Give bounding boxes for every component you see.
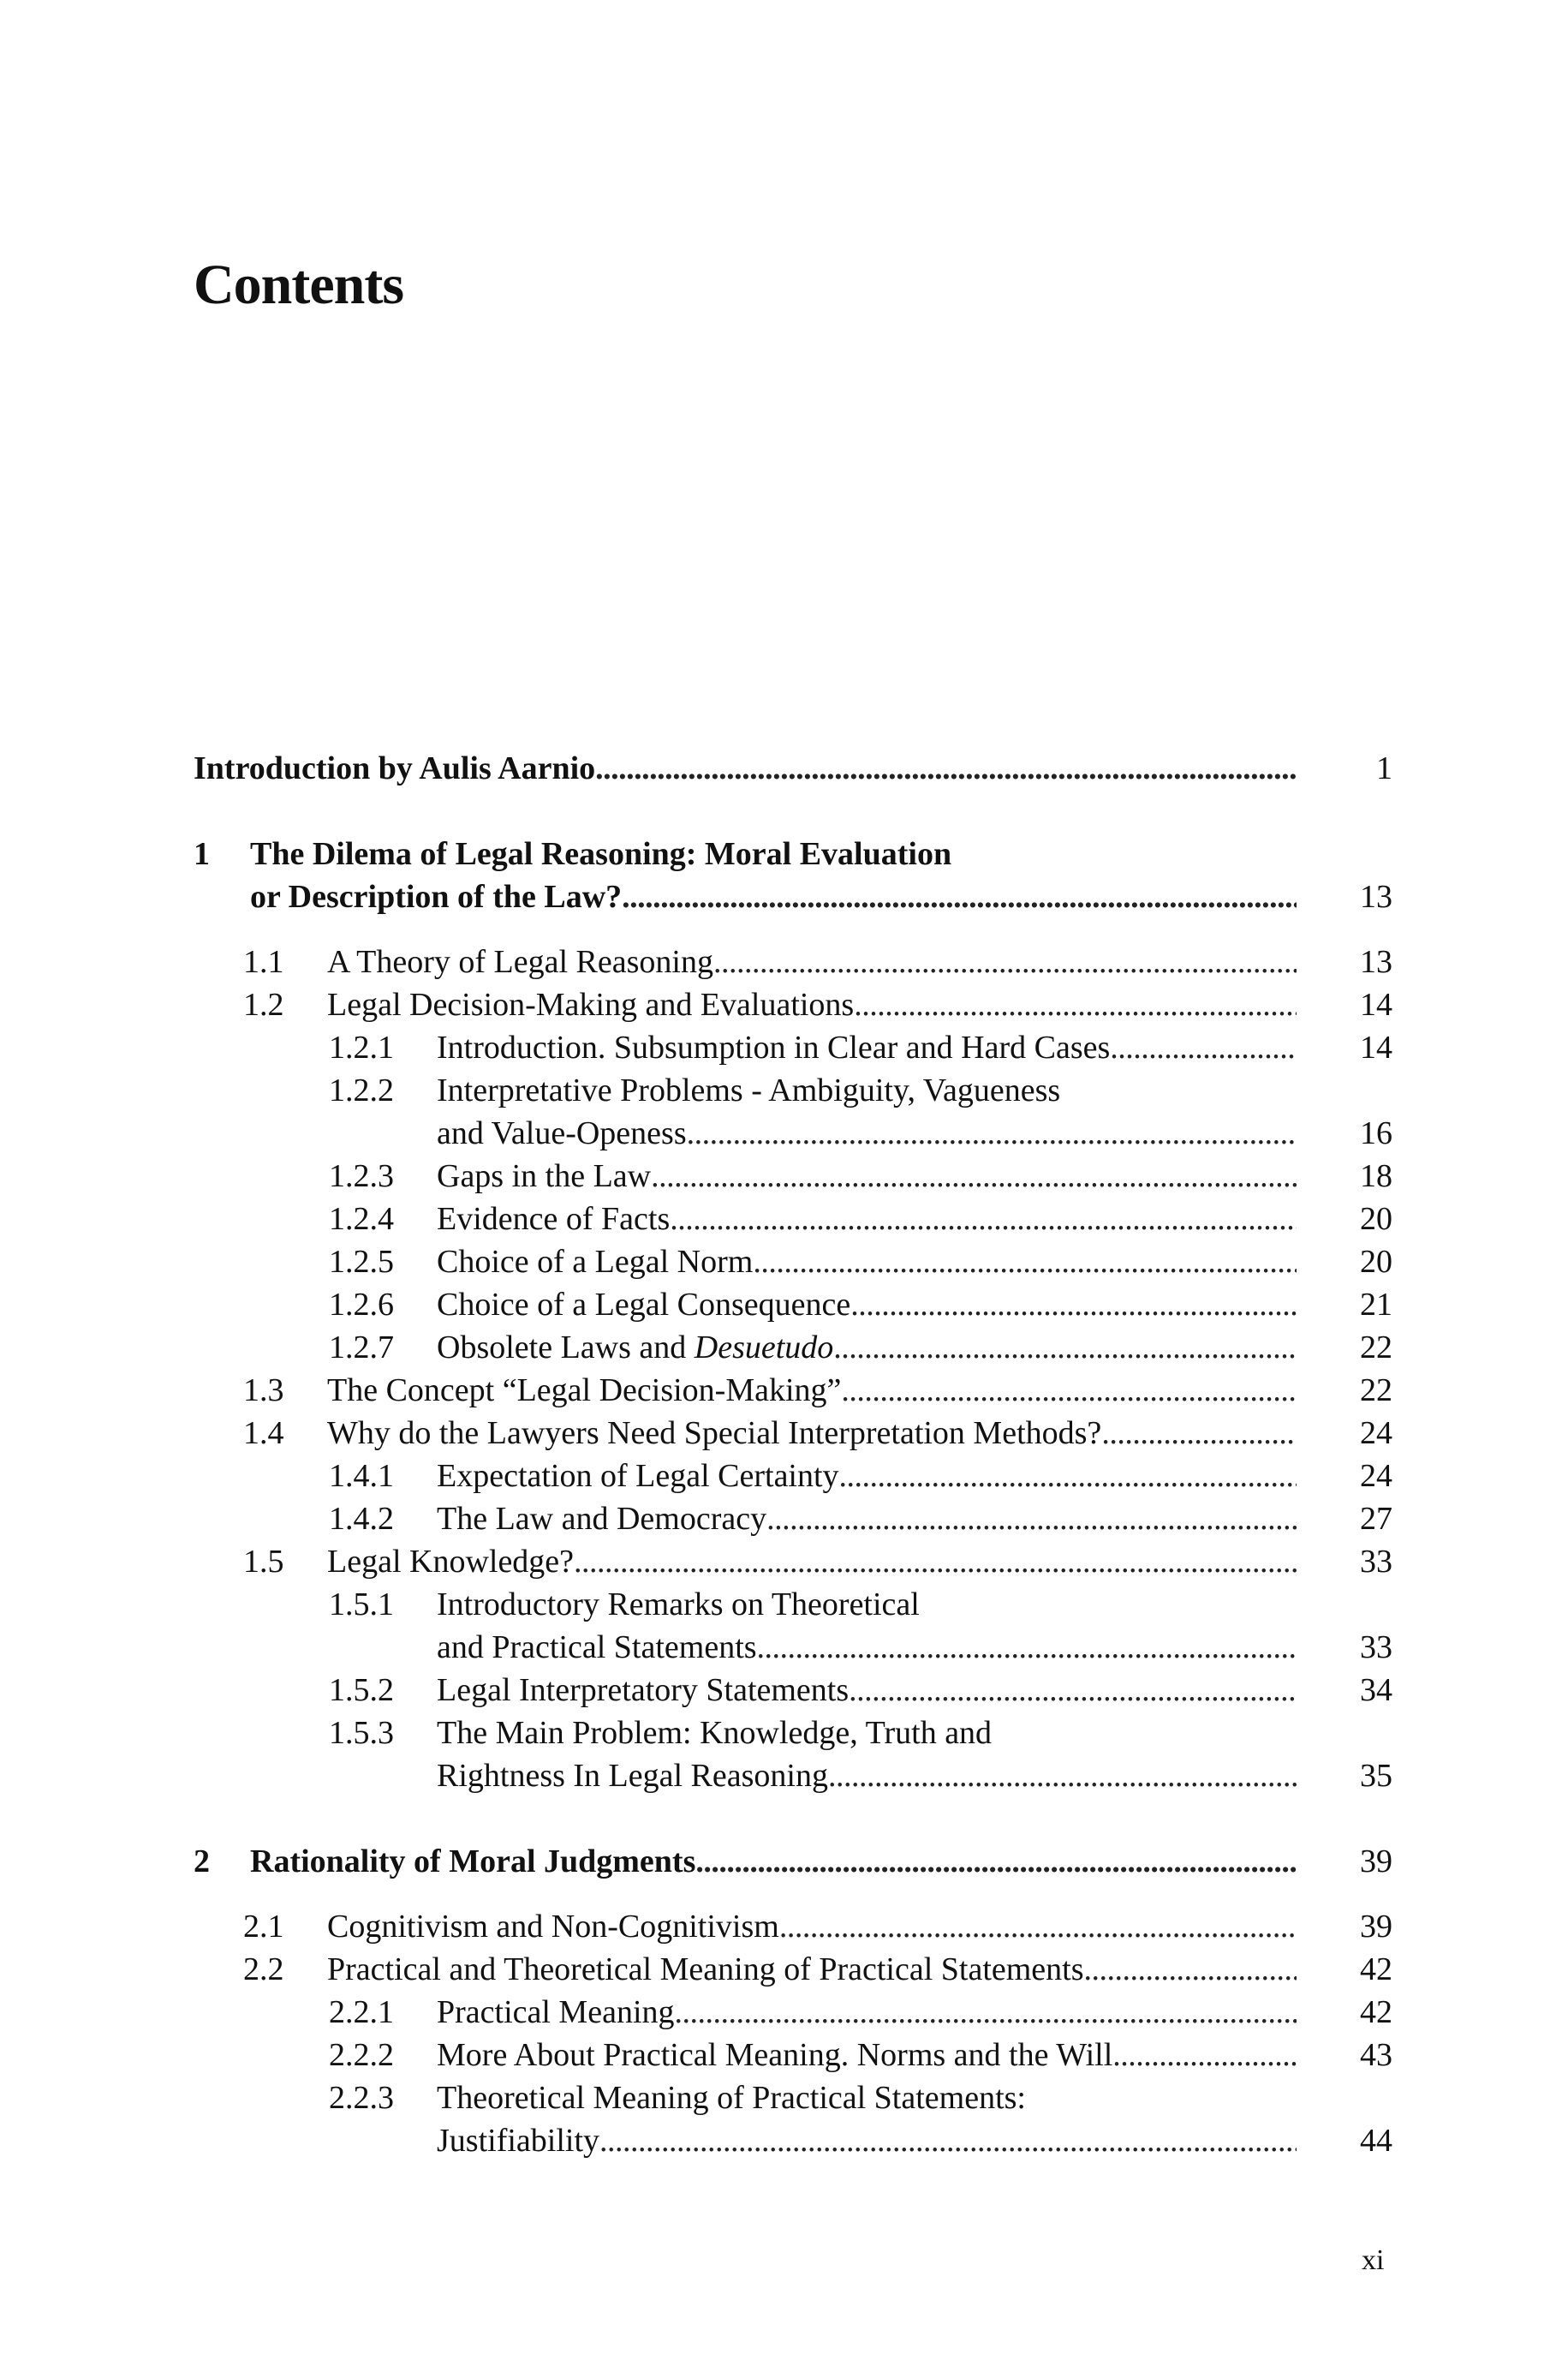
toc-entry-1-1[interactable]	[194, 941, 1392, 983]
toc-entry-1-2-5[interactable]	[194, 1240, 1392, 1283]
toc-label: Introduction by Aulis Aarnio	[194, 750, 596, 786]
toc-label: Choice of a Legal Norm	[437, 1244, 754, 1280]
toc-entry-1-5[interactable]	[194, 1540, 1392, 1583]
toc-label: Theoretical Meaning of Practical Statements:	[437, 2080, 1026, 2116]
dot-leader	[766, 1497, 1297, 1540]
table-of-contents	[194, 747, 1392, 2162]
toc-num: 2.2.2	[329, 2037, 394, 2073]
toc-page: 44	[1360, 2123, 1392, 2159]
toc-label: Legal Decision-Making and Evaluations	[327, 987, 855, 1023]
toc-num: 1.4.1	[329, 1458, 394, 1494]
toc-num: 1.4.2	[329, 1501, 394, 1537]
toc-page: 20	[1360, 1201, 1392, 1237]
toc-num: 1.2	[243, 987, 284, 1023]
toc-chapter-1-title[interactable]	[194, 833, 1392, 875]
toc-num: 1.4	[243, 1415, 284, 1451]
page-number: xi	[1362, 2244, 1385, 2276]
dot-leader	[1084, 1948, 1297, 1991]
toc-entry-2-2-1[interactable]	[194, 1991, 1392, 2034]
toc-label	[437, 1326, 833, 1369]
toc-page: 22	[1360, 1329, 1392, 1365]
dot-leader	[574, 1540, 1297, 1583]
toc-chapter-2[interactable]	[194, 1840, 1392, 1883]
toc-label: Practical Meaning	[437, 1994, 675, 2030]
dot-leader	[670, 1198, 1297, 1240]
dot-leader	[1110, 1026, 1297, 1069]
toc-num: 1.5.2	[329, 1672, 394, 1708]
toc-page: 34	[1360, 1672, 1392, 1708]
toc-entry-1-2-3[interactable]	[194, 1155, 1392, 1198]
toc-entry-2-2[interactable]	[194, 1948, 1392, 1991]
toc-label: Introductory Remarks on Theoretical	[437, 1586, 920, 1622]
toc-entry-1-2-4[interactable]	[194, 1198, 1392, 1240]
toc-page: 20	[1360, 1244, 1392, 1280]
toc-page: 35	[1360, 1758, 1392, 1794]
toc-label: Practical and Theoretical Meaning of Practical Statements	[327, 1951, 1084, 1987]
dot-leader	[854, 983, 1297, 1026]
dot-leader	[833, 1326, 1297, 1369]
toc-num: 1.5.3	[329, 1715, 394, 1751]
toc-num: 1.2.6	[329, 1287, 394, 1323]
toc-num: 1.2.3	[329, 1158, 394, 1194]
toc-page: 42	[1360, 1994, 1392, 2030]
dot-leader	[850, 1283, 1297, 1326]
toc-page: 33	[1360, 1629, 1392, 1665]
toc-label: Legal Interpretatory Statements	[437, 1672, 850, 1708]
toc-page: 27	[1360, 1501, 1392, 1537]
toc-label: Gaps in the Law	[437, 1158, 652, 1194]
toc-num: 2.2.1	[329, 1994, 394, 2030]
toc-page: 42	[1360, 1951, 1392, 1987]
toc-num: 1.5.1	[329, 1586, 394, 1622]
toc-entry-2-2-3[interactable]	[194, 2119, 1392, 2162]
toc-entry-1-2-2[interactable]	[194, 1112, 1392, 1155]
dot-leader	[753, 1240, 1297, 1283]
dot-leader	[687, 1112, 1297, 1155]
toc-entry-1-4-1[interactable]	[194, 1455, 1392, 1497]
toc-label: The Main Problem: Knowledge, Truth and	[437, 1715, 993, 1751]
dot-leader	[595, 747, 1297, 790]
toc-page: 43	[1360, 2037, 1392, 2073]
dot-leader	[651, 1155, 1297, 1198]
toc-num: 1.3	[243, 1372, 284, 1408]
dot-leader	[828, 1754, 1297, 1797]
dot-leader	[757, 1626, 1297, 1669]
toc-num: 1.5	[243, 1544, 284, 1580]
toc-label: Rightness In Legal Reasoning	[437, 1758, 828, 1794]
toc-num: 1.2.1	[329, 1030, 394, 1066]
toc-num: 1.2.2	[329, 1072, 394, 1108]
toc-label: A Theory of Legal Reasoning	[327, 944, 713, 980]
page-title: Contents	[194, 254, 404, 316]
toc-label: and Practical Statements	[437, 1629, 757, 1665]
toc-num: 1.2.7	[329, 1329, 394, 1365]
dot-leader	[841, 1369, 1297, 1412]
toc-page: 24	[1360, 1458, 1392, 1494]
toc-page: 1	[1376, 750, 1392, 786]
toc-label: Justifiability	[437, 2123, 599, 2159]
toc-page: 16	[1360, 1115, 1392, 1151]
toc-entry-1-2-7[interactable]	[194, 1326, 1392, 1369]
toc-label: The Concept “Legal Decision-Making”	[327, 1372, 842, 1408]
toc-entry-1-4-2[interactable]	[194, 1497, 1392, 1540]
toc-num: 1	[194, 836, 210, 872]
dot-leader	[779, 1905, 1297, 1948]
toc-label: or Description of the Law?	[250, 879, 623, 915]
dot-leader	[849, 1669, 1297, 1712]
toc-page: 33	[1360, 1544, 1392, 1580]
toc-page: 13	[1360, 944, 1392, 980]
toc-page: 39	[1360, 1843, 1392, 1879]
toc-entry-1-2-1[interactable]	[194, 1026, 1392, 1069]
toc-page: 22	[1360, 1372, 1392, 1408]
toc-page: 13	[1360, 879, 1392, 915]
toc-label: Expectation of Legal Certainty	[437, 1458, 839, 1494]
toc-num: 2	[194, 1843, 210, 1879]
toc-label: and Value-Openess	[437, 1115, 687, 1151]
toc-entry-1-2[interactable]	[194, 983, 1392, 1026]
toc-page: 14	[1360, 987, 1392, 1023]
toc-entry-1-5-3[interactable]	[194, 1754, 1392, 1797]
toc-label: Evidence of Facts	[437, 1201, 671, 1237]
toc-num: 1.2.4	[329, 1201, 394, 1237]
toc-entry-introduction[interactable]	[194, 747, 1392, 790]
toc-page: 39	[1360, 1909, 1392, 1945]
toc-label: The Law and Democracy	[437, 1501, 767, 1537]
toc-label: Legal Knowledge?	[327, 1544, 575, 1580]
toc-label: The Dilema of Legal Reasoning: Moral Evaluation	[250, 836, 952, 872]
toc-entry-1-5-2[interactable]	[194, 1669, 1392, 1712]
dot-leader	[713, 941, 1297, 983]
toc-chapter-1[interactable]	[194, 875, 1392, 918]
toc-entry-1-3[interactable]	[194, 1369, 1392, 1412]
toc-entry-1-5-3-title[interactable]	[194, 1712, 1392, 1754]
toc-page: 24	[1360, 1415, 1392, 1451]
toc-entry-1-2-6[interactable]	[194, 1283, 1392, 1326]
dot-leader	[1101, 1412, 1297, 1455]
toc-label: Choice of a Legal Consequence	[437, 1287, 851, 1323]
toc-entry-2-1[interactable]	[194, 1905, 1392, 1948]
toc-entry-2-2-3-title[interactable]	[194, 2076, 1392, 2119]
toc-page: 14	[1360, 1030, 1392, 1066]
toc-num: 2.2.3	[329, 2080, 394, 2116]
toc-entry-1-4[interactable]	[194, 1412, 1392, 1455]
dot-leader	[599, 2119, 1297, 2162]
dot-leader	[695, 1840, 1297, 1883]
toc-label: Introduction. Subsumption in Clear and Hard Cases	[437, 1030, 1111, 1066]
toc-entry-1-2-2-title[interactable]	[194, 1069, 1392, 1112]
dot-leader	[839, 1455, 1297, 1497]
toc-label: Cognitivism and Non-Cognitivism	[327, 1909, 779, 1945]
toc-label: Why do the Lawyers Need Special Interpretation Methods?	[327, 1415, 1102, 1451]
dot-leader	[675, 1991, 1297, 2034]
toc-num: 1.2.5	[329, 1244, 394, 1280]
toc-num: 2.1	[243, 1909, 284, 1945]
toc-entry-1-5-1[interactable]	[194, 1626, 1392, 1669]
dot-leader	[1112, 2034, 1297, 2076]
toc-label: Rationality of Moral Judgments	[250, 1843, 696, 1879]
toc-label-emphasis: Desuetudo	[694, 1329, 834, 1365]
toc-page: 21	[1360, 1287, 1392, 1323]
toc-label-text: Obsolete Laws and	[437, 1329, 695, 1365]
toc-num: 1.1	[243, 944, 284, 980]
toc-num: 2.2	[243, 1951, 284, 1987]
toc-page: 18	[1360, 1158, 1392, 1194]
toc-entry-1-5-1-title[interactable]	[194, 1583, 1392, 1626]
toc-entry-2-2-2[interactable]	[194, 2034, 1392, 2076]
toc-label: Interpretative Problems - Ambiguity, Vagueness	[437, 1072, 1061, 1108]
toc-label: More About Practical Meaning. Norms and the Will	[437, 2037, 1113, 2073]
dot-leader	[622, 875, 1297, 918]
